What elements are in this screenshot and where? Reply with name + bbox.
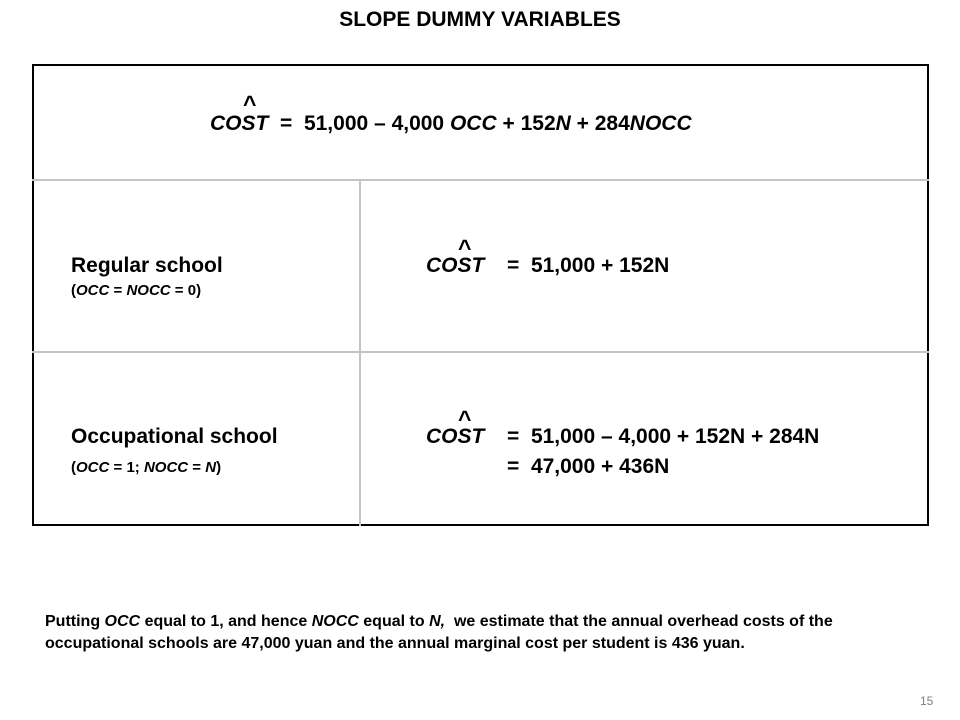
- nocc-variable: NOCC: [629, 112, 692, 135]
- occupational-cost-rhs-expanded: 51,000 – 4,000 + 152N + 284N: [530, 425, 820, 448]
- regular-cost-equation: = 51,000 + 152N: [507, 254, 670, 277]
- regular-cost-rhs: 51,000 + 152N: [530, 254, 670, 277]
- occupational-cost-equation: = 51,000 – 4,000 + 152N + 284N: [507, 425, 820, 448]
- hat-symbol: ^: [243, 91, 257, 117]
- nocc-coefficient: + 284: [576, 112, 630, 135]
- occupational-cost-rhs-simplified: 47,000 + 436N: [530, 455, 670, 478]
- occ-variable: OCC: [449, 112, 497, 135]
- n-variable: N: [555, 112, 571, 135]
- occupational-school-label: Occupational school: [71, 425, 278, 448]
- hat-symbol: ^: [458, 235, 472, 261]
- table-divider-bottom: [32, 351, 929, 353]
- intercept: 51,000: [303, 112, 369, 135]
- fitted-equation: COST = 51,000 – 4,000 OCC + 152N + 284NOCC: [210, 112, 692, 135]
- hat-symbol: ^: [458, 406, 472, 432]
- regular-school-label: Regular school: [71, 254, 223, 277]
- page-number: 15: [920, 694, 934, 708]
- table-divider-vertical: [359, 180, 361, 526]
- slide-title: SLOPE DUMMY VARIABLES: [339, 8, 621, 31]
- n-coefficient: + 152: [502, 112, 556, 135]
- occupational-cost-simplified: = 47,000 + 436N: [507, 455, 670, 478]
- regular-cost-lhs: COST: [426, 254, 485, 277]
- occ-coefficient: 4,000: [391, 112, 445, 135]
- cost-variable: COST: [210, 112, 269, 135]
- explanatory-note: Putting OCC equal to 1, and hence NOCC equal to N, we estimate that the annual overhead costs of the occupational schools are 47,000 yuan and the annual marginal cost per student is 436 yuan.: [45, 613, 833, 652]
- occupational-cost-lhs: COST: [426, 425, 485, 448]
- occupational-school-condition: (OCC = 1; NOCC = N): [71, 459, 222, 476]
- regular-school-condition: (OCC = NOCC = 0): [71, 282, 202, 299]
- table-divider-top: [32, 179, 929, 181]
